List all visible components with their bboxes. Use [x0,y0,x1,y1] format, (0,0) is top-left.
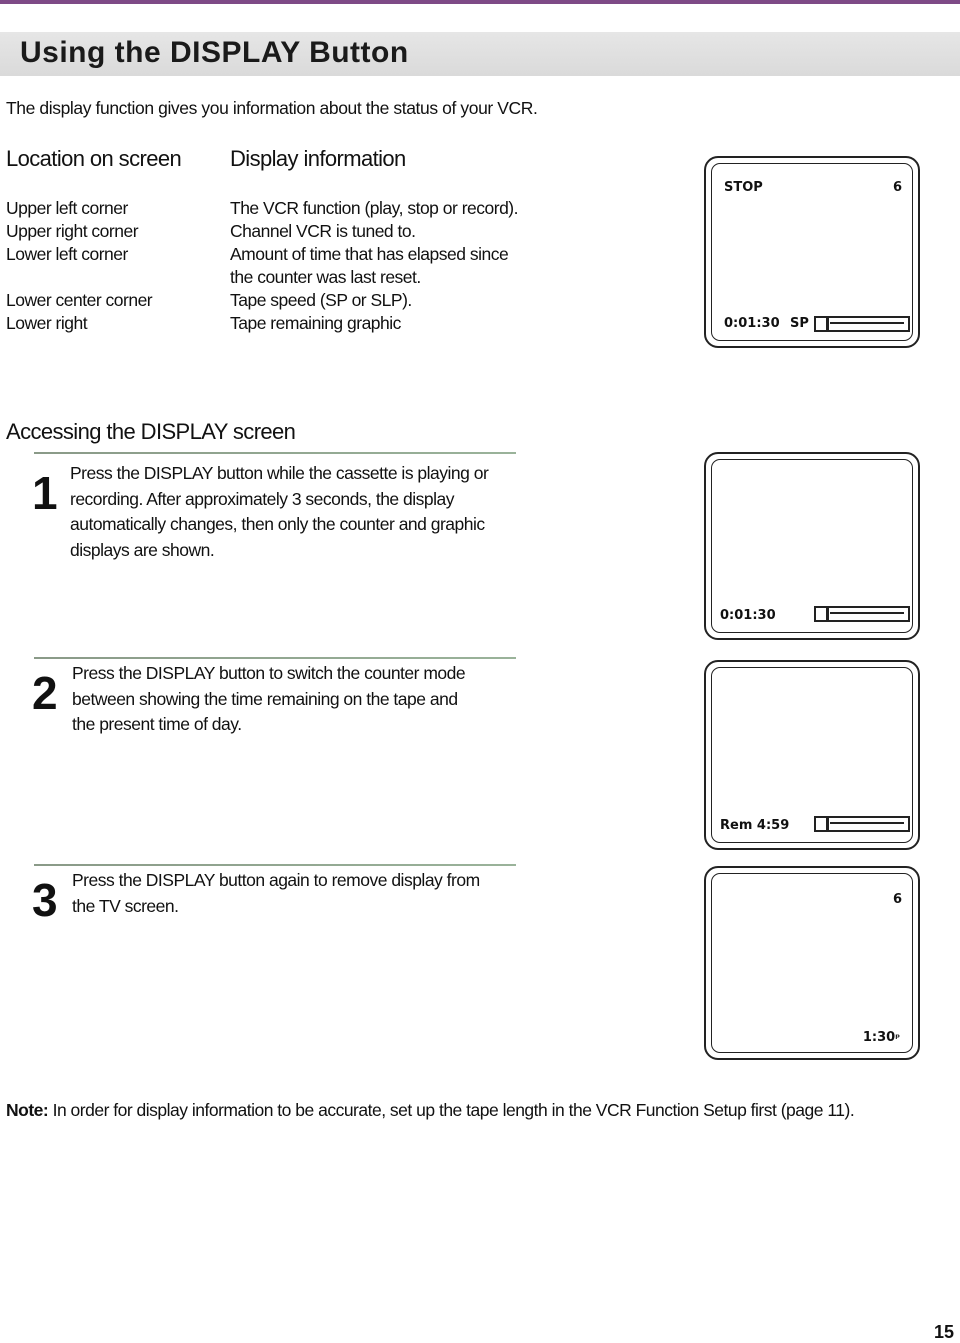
clock-label [863,1030,900,1045]
tape-line [830,612,904,614]
channel-label: 6 [892,892,902,907]
info-cell: Tape speed (SP or SLP). [230,290,412,310]
info-cell: Amount of time that has elapsed since [230,244,509,264]
tape-marker [826,817,829,831]
info-column [230,197,518,335]
info-cell: Channel VCR is tuned to. [230,221,416,241]
location-header: Location on screen [6,146,182,171]
tape-remaining-bar [814,606,910,622]
display-screen-counter [704,452,920,640]
speed-label: SP [790,316,809,331]
step-text [70,461,488,563]
step-line: the TV screen. [72,895,179,916]
top-rule [0,0,960,4]
function-label: STOP [724,180,763,195]
screen-frame [711,873,913,1053]
location-cell: Lower left corner [6,244,128,264]
location-cell: Lower center corner [6,290,153,310]
tape-remaining-bar [814,816,910,832]
step-line: Press the DISPLAY button while the cassette is playing or [70,463,489,483]
counter-label: 0:01:30 [720,608,776,623]
step-text [72,868,480,919]
step-text [72,661,465,738]
step-line: automatically changes, then only the counter and graphic [70,514,485,534]
location-cell: Upper left corner [6,198,128,218]
tape-marker [826,317,829,331]
display-screen-full [704,156,920,348]
step-line: Press the DISPLAY button again to remove display from [72,870,480,890]
step-rule [34,452,516,454]
title-band [0,32,960,76]
step-line: displays are shown. [70,539,215,560]
info-cell: The VCR function (play, stop or record). [230,198,518,218]
spacer [6,266,152,289]
display-screen-clock [704,866,920,1060]
step-rule [34,657,516,659]
step-number: 1 [32,467,57,519]
note-label: Note: [6,1100,49,1120]
step-rule [34,864,516,866]
tape-remaining-bar [814,316,910,332]
info-header: Display information [230,146,406,171]
tape-line [830,322,904,324]
display-screen-remaining [704,660,920,850]
step-number: 2 [32,667,57,719]
location-cell: Upper right corner [6,221,139,241]
note-text: In order for display information to be accurate, set up the tape length in the VCR Function Setup first (page 11). [48,1100,855,1120]
tape-line [830,822,904,824]
step-line: Press the DISPLAY button to switch the counter mode [72,663,466,683]
step-line: the present time of day. [72,714,242,734]
page-title: Using the DISPLAY Button [20,36,409,69]
location-column [6,197,152,335]
location-cell: Lower right [6,313,88,333]
step-line: between showing the time remaining on the tape and [72,688,458,709]
clock-time: 1:30 [862,1030,896,1045]
intro-text: The display function gives you information about the status of your VCR. [6,98,538,118]
note [6,1100,854,1121]
info-cell: Tape remaining graphic [230,313,401,333]
section-heading: Accessing the DISPLAY screen [6,419,296,444]
page-number: 15 [933,1322,954,1342]
step-number: 3 [32,874,57,926]
clock-suffix: ᵖ [895,1033,900,1044]
tape-marker [826,607,829,621]
step-line: recording. After approximately 3 seconds, the display [70,488,454,509]
channel-label: 6 [892,180,902,195]
counter-label: 0:01:30 [724,316,780,331]
counter-label: Rem 4:59 [720,818,790,833]
info-cell: the counter was last reset. [230,267,421,287]
